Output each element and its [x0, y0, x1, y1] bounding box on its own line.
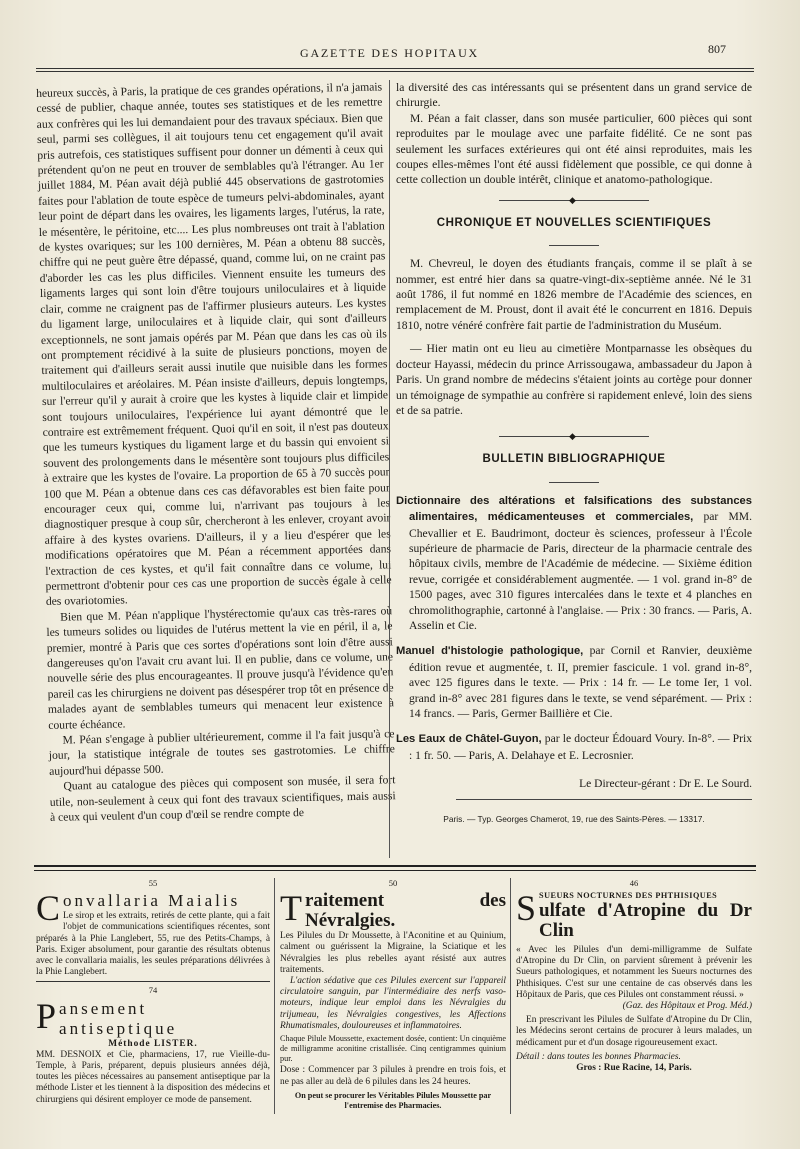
header-rule	[36, 68, 754, 69]
ad-body: Le sirop et les extraits, retirés de cette plante, qui a fait l'objet de communications scientifiques récentes, sont préparés à la Phie Langlebert, 55, rue des Petits-Champs, à Paris. Exiger absolument, pour garantie des résultats obtenus avec le convallaria maialis, les seules préparations délivrées à la Phie Langlebert.	[36, 911, 270, 978]
bib-entry	[396, 731, 752, 763]
ad-body: L'action sédative que ces Pilules exercent sur l'appareil circulatoire sanguin, par l'intermédiaire des nerfs vaso-moteurs, indique leur emploi dans les Névralgies du trijumeau, les Névralgies congestives, les Affections Rhumatismales, douloureuses et inflammatoires.	[280, 976, 506, 1031]
drop-cap: P	[36, 995, 57, 1036]
ads-top-rule-thin	[34, 870, 756, 871]
ad-kicker: SUEURS NOCTURNES DES PHTHISIQUES	[539, 891, 718, 901]
ad-divider	[274, 878, 275, 1114]
article-paragraph: Quant au catalogue des pièces qui composent son musée, il sera fort utile, non-seulement à ceux qui font des travaux scientifiques, mais aussi à ceux qui veulent d'un coup d'œil se rendre compte de	[49, 773, 396, 824]
article-paragraph: la diversité des cas intéressants qui se présentent dans un grand service de chirurgie.	[396, 81, 752, 110]
ad-heading	[280, 888, 506, 932]
bib-title: Dictionnaire des altérations et falsifications des substances alimentaires, médicamenteuses et commerciales,	[396, 494, 752, 524]
ad-number: 55	[148, 878, 158, 888]
drop-cap: T	[280, 888, 302, 929]
ad-title: ulfate d'Atropine du Dr Clin	[539, 900, 752, 941]
short-rule	[549, 245, 599, 246]
news-item: M. Chevreul, le doyen des étudiants français, comme il se plaît à se nommer, est entré hier dans sa quatre-vingt-dix-septième année. Né le 31 août 1786, il fut nommé en 1826 membre de l'Académie des sciences, en remplacement de M. Proust, dont il avait été le concurrent en 1816. Depuis 1810, notre vénéré confrère fait partie de l'administration du Muséum.	[396, 257, 752, 332]
bulletin-heading: BULLETIN BIBLIOGRAPHIQUE	[482, 453, 666, 466]
ad-heading	[36, 995, 270, 1039]
ad-heading	[516, 888, 752, 941]
ad-divider	[510, 878, 511, 1114]
article-paragraph: M. Péan s'engage à publier ultérieurement, comme il l'a fait jusqu'à ce jour, la statistique intégrale de toutes ses gastrotomies. Le chiffre aujourd'hui dépasse 500.	[48, 727, 395, 778]
printer-imprint: Paris. — Typ. Georges Chamerot, 19, rue des Saints-Pères. — 13317.	[443, 813, 705, 824]
ornament-divider: ◆	[499, 196, 649, 204]
ad-dose: Dose : Commencer par 3 pilules à prendre en trois fois, et ne pas aller au delà de 6 pilules dans les 24 heures.	[280, 1065, 506, 1087]
ad-wholesale: Gros : Rue Racine, 14, Paris.	[576, 1063, 692, 1074]
header-rule-double	[36, 71, 754, 72]
ad-source: (Gaz. des Hôpitaux et Prog. Méd.)	[622, 1001, 752, 1012]
ad-composition: Chaque Pilule Moussette, exactement dosée, contient: Un cinquième de milligramme aconitine cristallisée. Cinq centigrammes quinium pur.	[280, 1034, 506, 1063]
drop-cap: S	[516, 888, 537, 929]
right-column	[396, 80, 752, 827]
director-signature: Le Directeur-gérant : Dr E. Le Sourd.	[579, 778, 752, 791]
ad-separator	[36, 981, 270, 982]
bib-details: par MM. Chevallier et E. Baudrimont, docteur ès sciences, professeur à l'École supérieure de pharmacie de Paris, directeur de la pharmacie centrale des hôpitaux civils, membre de l'Académie de médecine. — Sixième édition revue, corrigée et considérablement augmentée. — 1 vol. grand in-8° de 1500 pages, avec 310 figures intercalées dans le texte et 4 planches en chromolithographie, cartonné à l'anglaise. — Prix : 30 francs. — Paris, A. Asselin et Cie.	[409, 510, 752, 632]
column-divider	[389, 80, 390, 858]
ad-body: En prescrivant les Pilules de Sulfate d'Atropine du Dr Clin, les Médecins seront certains de procurer à leurs malades, un médicament pur et d'un dosage rigoureusement exact.	[516, 1015, 752, 1048]
ad-title: ansement antiseptique	[59, 998, 178, 1038]
chronique-heading: CHRONIQUE ET NOUVELLES SCIENTIFIQUES	[436, 216, 712, 229]
article-paragraph: heureux succès, à Paris, la pratique de ces grandes opérations, il n'a jamais cessé de publier, chaque année, toutes ses statistiques et de les remettre aux confrères qui les lui demandaient pour des travaux spéciaux. Bien que seul, parmi ses collègues, il ait toujours tenu cet engagement qu'il avait pris autrefois, ces statistiques suffisent pour donner un démenti à ceux qui prétendent qu'on ne peut en trouver de semblables qu'à l'étranger. Au 1er juillet 1884, M. Péan avait déjà publié 445 observations de gastrotomies faites pour l'ablation de toute espèce de tumeurs pelvi-abdominales, ayant leur point de départ dans les ovaires, les ligaments larges, l'utérus, la rate, le mésentère, le péritoine, etc.... Les plus nombreuses ont trait à l'ablation de kystes ovariques; sur les 100 dernières, M. Péan a obtenu 88 succès, chiffre qui ne peut guère être dépassé, quand, comme lui, on ne craint pas d'aborder les cas les plus difficiles. Viennent ensuite les tumeurs des ligaments larges qui sont loin d'être toujours uniloculaires et à liquide clair, comme ne craignent pas de l'affirmer plusieurs auteurs. Les kystes du ligament large, uniloculaires et à liquide clair, qui sont d'ailleurs exceptionnels, ne sont jamais opérés par M. Péan que dans les cas où ils ont promptement récidivé à la suite de plusieurs ponctions, moyen de traitement qui d'ailleurs serait aussi inutile que nuisible dans les formes multiloculaires et aréolaires. M. Péan insiste d'ailleurs, depuis longtemps, sur l'erreur qu'il y aurait à croire que les kystes à liquide clair et limpide sont toujours uniloculaires, l'expérience lui ayant démontré que le contraire est extrêmement fréquent. Quoi qu'il en soit, il n'est pas douteux que les tumeurs kystiques du ligament large et du bassin qui envoient si souvent des prolongements dans le mésentère sont toujours plus difficiles à extraire que les kystes de l'ovaire. La proportion de 65 à 70 succès pour 100 que M. Péan a obtenue dans ces cas défavorables est bien faite pour encourager ceux qui, comme lui, n'arrivant pas toujours à les diagnostiquer presque à coup sûr, chercheront à les enlever, croyant avoir affaire à des kystes ovariens. D'ailleurs, il y a lieu d'espérer que les modifications opératoires que M. Péan a récemment apportées dans l'extraction de ces kystes, et qu'il fait connaître dans ce volume, lui permettront d'obtenir pour ces cas une proportion de succès égale à celle des ovariotomies.	[36, 80, 392, 609]
ad-title: raitement des Névralgies.	[305, 890, 506, 932]
page-number: 807	[708, 42, 726, 56]
ad-number: 46	[629, 878, 639, 888]
bib-title: Manuel d'histologie pathologique,	[396, 645, 584, 658]
ads-top-rule	[34, 865, 756, 867]
ad-title: onvallaria Maialis	[63, 891, 241, 911]
bib-details: par Cornil et Ranvier, deuxième édition revue et augmentée, t. II, premier fascicule. 1 vol. grand in-8°, avec 125 figures dans le texte. — Prix : 14 fr. — Le tome Ier, 1 vol. grand in-8° avec 281 figures dans le texte, se vend séparément. — Prix : 14 francs. — Paris, Germer Baillière et Cie.	[409, 644, 752, 720]
article-paragraph: Bien que M. Péan n'applique l'hystérectomie qu'aux cas très-rares où les tumeurs solides ou liquides de l'utérus mettent la vie en péril, il a, le premier, montré à Paris que ces sortes d'opérations sont loin d'être aussi dangereuses qu'on l'avait cru avant lui. Il en publie, dans ce volume, une nouvelle série des plus encourageantes. Il prouve jusqu'à l'évidence qu'en pareil cas les chirurgiens ne doivent pas désespérer trop tôt en présence de malades ayant de semblables tumeurs qui menacent leur existence à courte échéance.	[46, 604, 395, 732]
ornament-divider: ◆	[499, 432, 649, 440]
ad-quote: « Avec les Pilules d'un demi-milligramme de Sulfate d'Atropine du Dr Clin, on parvient sûrement à prévenir les Sueurs pathologiques, et notamment les Sueurs nocturnes des Phthisiques. C'est sur une centaine de cas observés dans les Hôpitaux de Paris, que ces Pilules ont constamment réussi. »	[516, 945, 752, 1000]
left-column	[36, 79, 396, 825]
ad-subtitle: Méthode LISTER.	[108, 1038, 198, 1049]
short-rule	[549, 482, 599, 483]
ad-number: 74	[148, 985, 158, 996]
ad-body: Les Pilules du Dr Moussette, à l'Aconitine et au Quinium, calment ou guérissent la Migraine, la Sciatique et les Névralgies les plus rebelles ayant résisté aux autres traitements.	[280, 931, 506, 975]
ad-atropine	[516, 878, 752, 1074]
bib-entry	[396, 643, 752, 721]
ad-body: MM. DESNOIX et Cie, pharmaciens, 17, rue Vieille-du-Temple, à Paris, préparent, depuis plusieurs années déjà, toutes les pièces nécessaires au pansement antiseptique par la méthode Lister et les tiennent à la disposition des médecins et chirurgiens qui désirent employer ce mode de pansement.	[36, 1049, 270, 1105]
bib-title: Les Eaux de Châtel-Guyon,	[396, 733, 542, 746]
ad-heading	[36, 888, 270, 929]
article-paragraph: M. Péan a fait classer, dans son musée particulier, 600 pièces qui sont reproduites par le moulage avec une parfaite fidélité. Ce ne sont pas seulement les surfaces extérieures qui ont été ainsi reproduites, mais les coupes elles-mêmes l'ont été aussi fidèlement que possible, ce qui donne à cette collection un double intérêt, clinique et anatomo-pathologique.	[396, 111, 752, 187]
ad-footer: On peut se procurer les Véritables Pilules Moussette par l'entremise des Pharmacies.	[294, 1090, 492, 1110]
bib-entry	[396, 493, 752, 634]
bib-details: par le docteur Édouard Voury. In-8°. — Prix : 1 fr. 50. — Paris, A. Delahaye et E. Lecrosnier.	[409, 732, 752, 762]
ad-number: 50	[388, 878, 398, 888]
signature-rule	[456, 799, 752, 800]
drop-cap: C	[36, 888, 61, 929]
ad-detail: Détail : dans toutes les bonnes Pharmacies.	[516, 1051, 681, 1062]
news-item: — Hier matin ont eu lieu au cimetière Montparnasse les obsèques du docteur Hayassi, médecin du prince Arrissougawa, ambassadeur du Japon à Paris. Un grand nombre de médecins s'étaient joints au cortège pour donner un témoignage de sympathie au confrère si rapidement enlevé, loin des siens et de sa patrie.	[396, 342, 752, 417]
publication-title: GAZETTE DES HOPITAUX	[300, 46, 480, 60]
ad-nevralgies	[280, 878, 506, 1110]
ad-convallaria	[36, 878, 270, 1106]
